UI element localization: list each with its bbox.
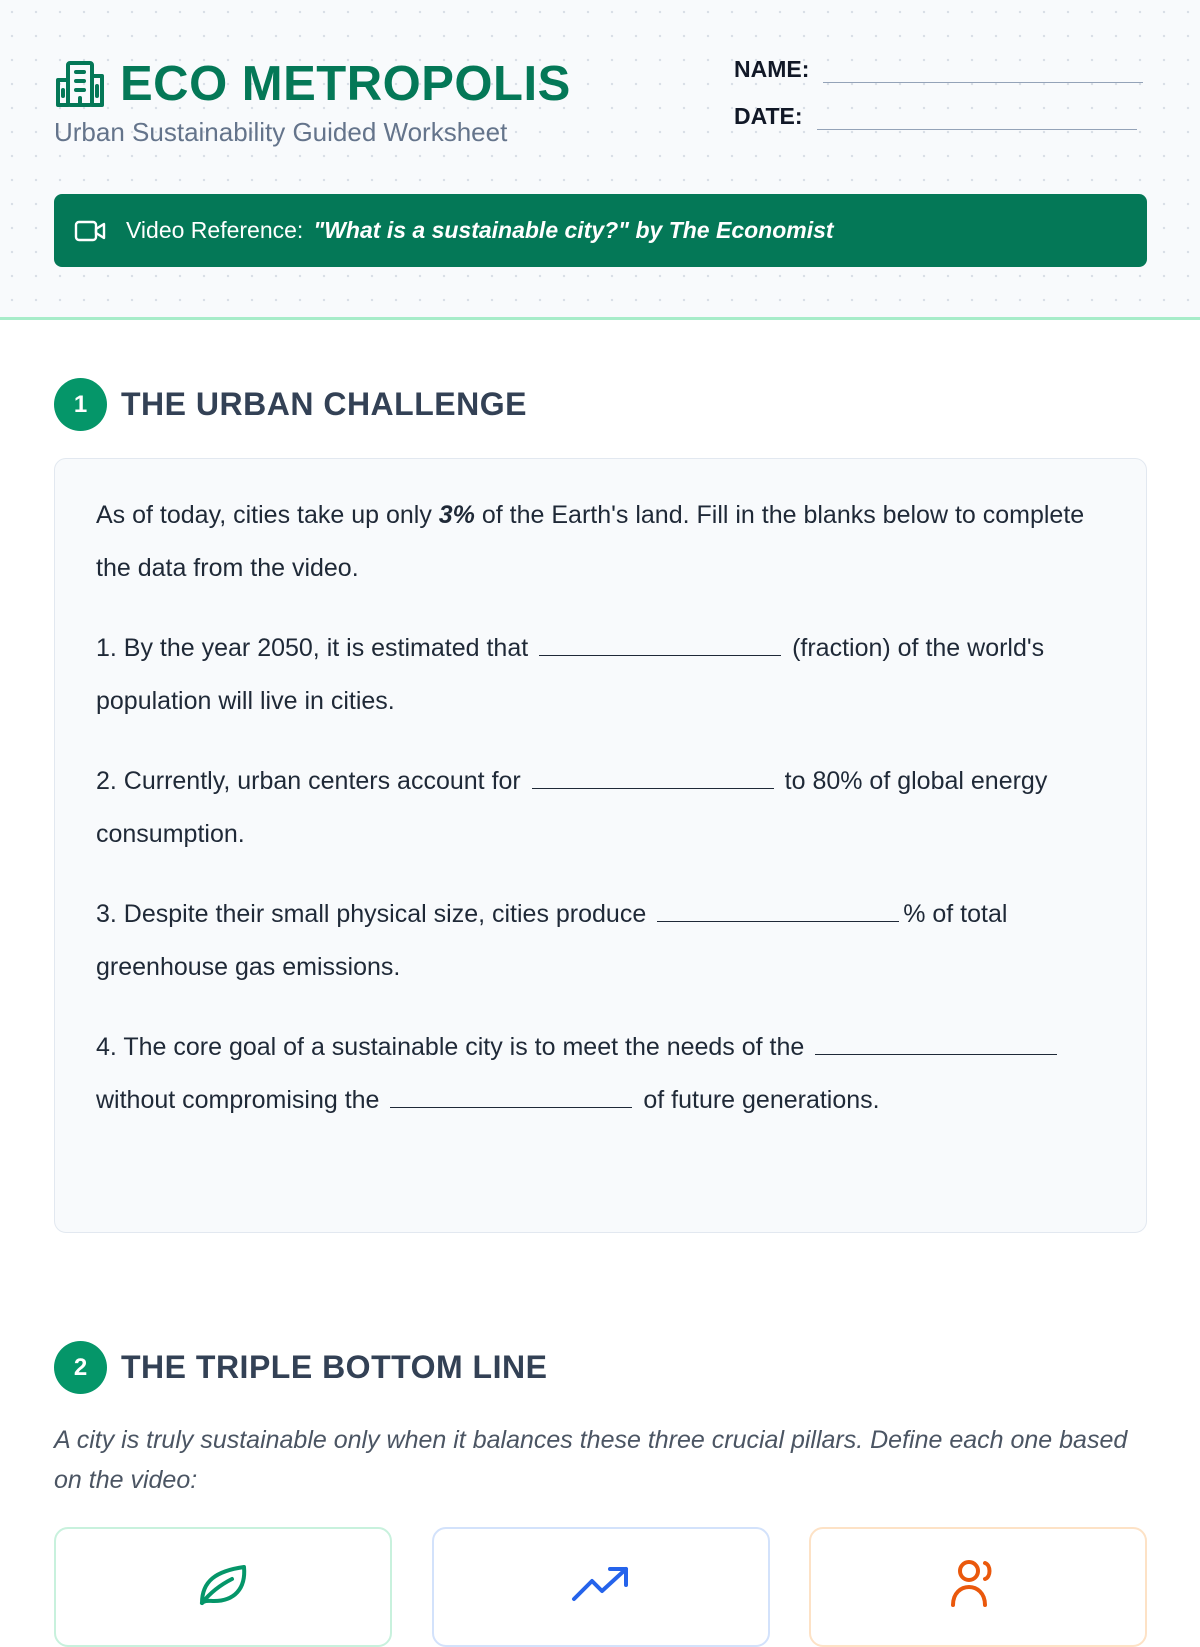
- blank-q1[interactable]: [539, 637, 781, 656]
- name-field[interactable]: [734, 56, 1143, 83]
- question-1: [96, 622, 1106, 728]
- section-1-heading: [54, 378, 527, 431]
- building-icon: [54, 60, 106, 108]
- worksheet-title: ECO METROPOLIS: [120, 57, 571, 111]
- urban-challenge-card: [54, 458, 1147, 1233]
- worksheet-subtitle: Urban Sustainability Guided Worksheet: [54, 117, 508, 147]
- q1-text: 1. By the year 2050, it is estimated that: [96, 634, 536, 662]
- q4-text: 4. The core goal of a sustainable city is to meet the needs of the: [96, 1033, 812, 1061]
- blank-q3[interactable]: [657, 903, 899, 922]
- q4-text-end: of future generations.: [636, 1086, 880, 1114]
- q3-text: 3. Despite their small physical size, cities produce: [96, 900, 654, 928]
- section-1-title: THE URBAN CHALLENGE: [121, 386, 527, 422]
- video-camera-icon: [74, 219, 106, 243]
- pillar-environmental: [54, 1527, 392, 1647]
- q2-text: 2. Currently, urban centers account for: [96, 767, 528, 795]
- blank-q4b[interactable]: [390, 1089, 632, 1108]
- land-percentage: 3%: [438, 501, 475, 529]
- section-1-number: 1: [54, 378, 107, 431]
- q4-text-mid: without compromising the: [96, 1086, 387, 1114]
- pillar-social: [809, 1527, 1147, 1647]
- q3-text-end: % of total greenhouse gas emissions.: [96, 900, 1008, 981]
- section-2-heading: [54, 1341, 547, 1394]
- q1-text-end: (fraction) of the world's population will live in cities.: [96, 634, 1045, 715]
- video-reference-bar: [54, 194, 1147, 267]
- question-4: [96, 1021, 1106, 1127]
- section-2-title: THE TRIPLE BOTTOM LINE: [121, 1349, 548, 1385]
- section-2-number: 2: [54, 1341, 107, 1394]
- name-label: NAME:: [734, 56, 810, 82]
- section-2-intro: A city is truly sustainable only when it balances these three crucial pillars. Define each one based on the video:: [54, 1426, 1128, 1494]
- worksheet-header: [0, 0, 1200, 320]
- challenge-intro: [96, 489, 1106, 595]
- video-label: Video Reference:: [126, 217, 304, 243]
- video-title: "What is a sustainable city?" by The Economist: [313, 217, 834, 243]
- date-field[interactable]: [734, 103, 1137, 130]
- trending-up-icon: [570, 1559, 632, 1605]
- intro-text: As of today, cities take up only: [96, 501, 439, 529]
- brand: [54, 56, 571, 112]
- date-label: DATE:: [734, 103, 803, 129]
- question-3: [96, 888, 1106, 994]
- name-line[interactable]: [823, 64, 1143, 83]
- pillar-economic: [432, 1527, 770, 1647]
- blank-q4a[interactable]: [815, 1036, 1057, 1055]
- q2-text-end: to 80% of global energy consumption.: [96, 767, 1048, 848]
- intro-text-end: of the Earth's land. Fill in the blanks below to complete the data from the video.: [96, 501, 1085, 582]
- date-line[interactable]: [817, 111, 1137, 130]
- blank-q2[interactable]: [532, 770, 774, 789]
- question-2: [96, 755, 1106, 861]
